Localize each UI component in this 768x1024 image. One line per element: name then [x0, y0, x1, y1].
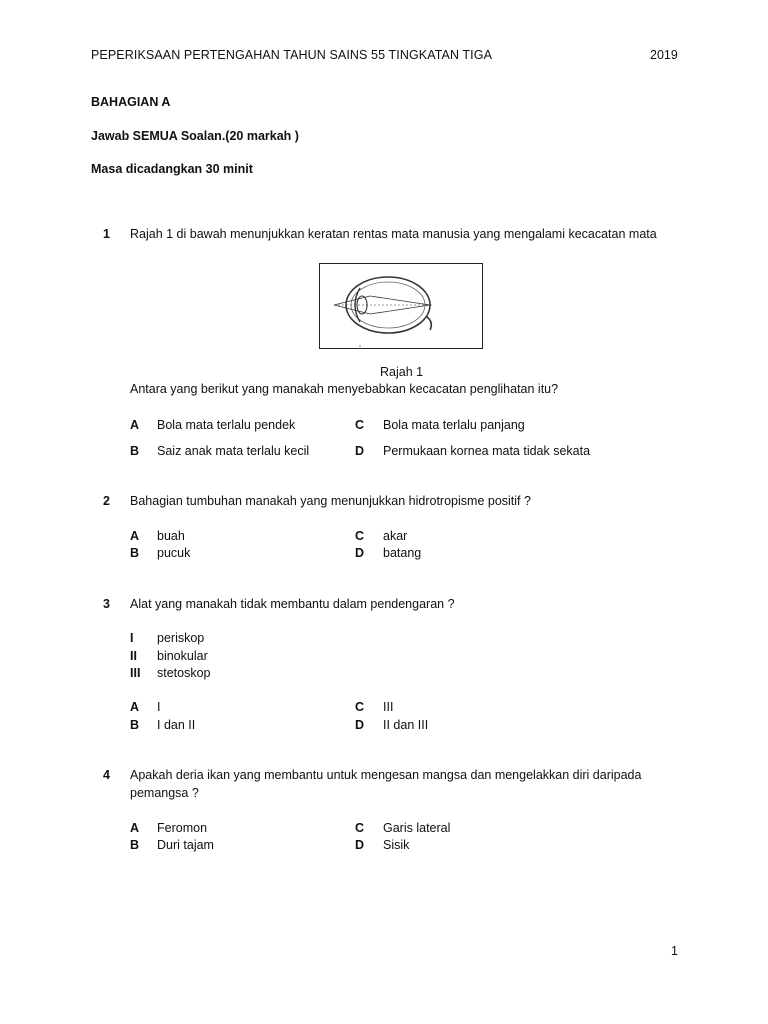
eye-diagram-figure: [319, 263, 483, 349]
q3-option-d-letter: D: [355, 718, 365, 732]
q4-option-c-text: Garis lateral: [383, 821, 451, 835]
q3-statement-i-roman: I: [130, 631, 134, 645]
q4-option-d-text: Sisik: [383, 838, 410, 852]
q1-option-d-text: Permukaan kornea mata tidak sekata: [383, 444, 591, 458]
q1-option-b-text: Saiz anak mata terlalu kecil: [157, 444, 310, 458]
q4-option-c-letter: C: [355, 821, 365, 835]
question-4-text: Apakah deria ikan yang membantu untuk mengesan mangsa dan mengelakkan diri daripada: [130, 768, 642, 782]
question-2-number: 2: [103, 494, 110, 508]
q2-option-c-text: akar: [383, 529, 408, 543]
q4-option-b-text: Duri tajam: [157, 838, 214, 852]
q3-statement-i-text: periskop: [157, 631, 205, 645]
question-1-text: Rajah 1 di bawah menunjukkan keratan rentas mata manusia yang mengalami kecacatan mata: [130, 227, 657, 241]
q3-statement-iii-roman: III: [130, 666, 141, 680]
q2-option-d-text: batang: [383, 546, 422, 560]
q1-option-a-text: Bola mata terlalu pendek: [157, 418, 296, 432]
section-time: Masa dicadangkan 30 minit: [91, 162, 253, 176]
q2-option-b-text: pucuk: [157, 546, 191, 560]
q3-statement-ii-text: binokular: [157, 649, 208, 663]
q3-statement-iii-text: stetoskop: [157, 666, 211, 680]
page-header-title: PEPERIKSAAN PERTENGAHAN TAHUN SAINS 55 TINGKATAN TIGA: [91, 48, 493, 62]
q1-option-c-text: Bola mata terlalu panjang: [383, 418, 525, 432]
q3-option-d-text: II dan III: [383, 718, 429, 732]
question-2-text: Bahagian tumbuhan manakah yang menunjukkan hidrotropisme positif ?: [130, 494, 531, 508]
q1-option-a-letter: A: [130, 418, 140, 432]
q1-option-b-letter: B: [130, 444, 140, 458]
q3-option-c-text: III: [383, 700, 394, 714]
q3-option-a-text: I: [157, 700, 161, 714]
page-number: 1: [671, 944, 678, 958]
q1-option-d-letter: D: [355, 444, 365, 458]
eye-cross-section-icon: [320, 264, 482, 348]
q3-statement-ii-roman: II: [130, 649, 137, 663]
q2-option-a-letter: A: [130, 529, 140, 543]
q3-option-b-letter: B: [130, 718, 140, 732]
question-3-number: 3: [103, 597, 110, 611]
q2-option-a-text: buah: [157, 529, 185, 543]
q2-option-d-letter: D: [355, 546, 365, 560]
q2-option-b-letter: B: [130, 546, 140, 560]
q4-option-a-letter: A: [130, 821, 140, 835]
question-4-text-line2: pemangsa ?: [130, 786, 199, 800]
q3-option-c-letter: C: [355, 700, 365, 714]
q3-option-a-letter: A: [130, 700, 140, 714]
q1-option-c-letter: C: [355, 418, 365, 432]
q3-option-b-text: I dan II: [157, 718, 196, 732]
q2-option-c-letter: C: [355, 529, 365, 543]
question-1-prompt: Antara yang berikut yang manakah menyebabkan kecacatan penglihatan itu?: [130, 382, 559, 396]
question-4-number: 4: [103, 768, 110, 782]
question-1-number: 1: [103, 227, 110, 241]
question-3-text: Alat yang manakah tidak membantu dalam pendengaran ?: [130, 597, 455, 611]
page-header-year: 2019: [650, 48, 678, 62]
section-title: BAHAGIAN A: [91, 95, 171, 109]
figure-caption: Rajah 1: [380, 365, 424, 379]
section-instruction: Jawab SEMUA Soalan.(20 markah ): [91, 129, 299, 143]
q4-option-d-letter: D: [355, 838, 365, 852]
q4-option-a-text: Feromon: [157, 821, 208, 835]
q4-option-b-letter: B: [130, 838, 140, 852]
